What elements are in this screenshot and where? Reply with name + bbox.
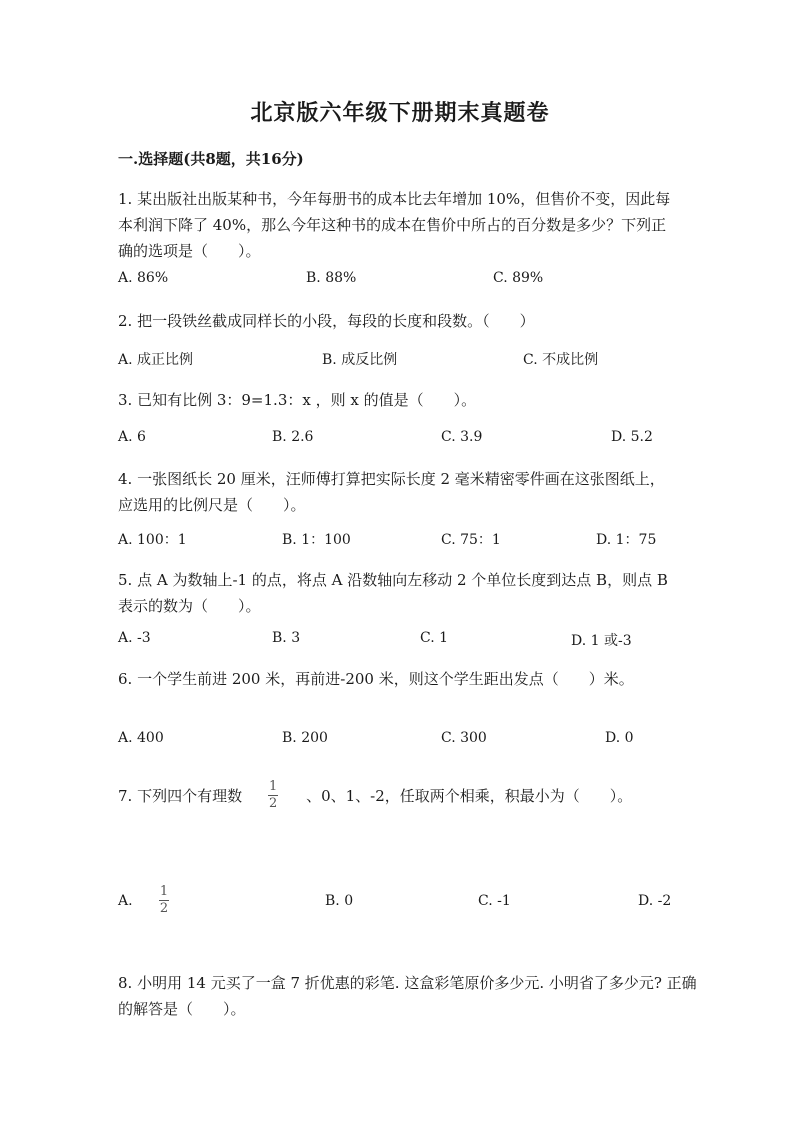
q7-text-before: 7. 下列四个有理数: [118, 787, 243, 805]
q3-option-d: D. 5.2: [611, 429, 653, 445]
q7-option-a: A.: [118, 893, 133, 909]
q7-text-after: 、0、1、-2，任取两个相乘，积最小为（ ）。: [306, 787, 633, 805]
q5-option-d: D. 1 或-3: [571, 633, 632, 649]
question-4: 4. 一张图纸长 20 厘米，汪师傅打算把实际长度 2 毫米精密零件画在这张图纸上，应选用的比例尺是（ ）。: [118, 470, 665, 514]
q1-option-c: C. 89%: [493, 270, 544, 286]
q1-option-b: B. 88%: [306, 270, 357, 286]
q3-option-a: A. 6: [118, 429, 146, 445]
q4-option-d: D. 1：75: [596, 532, 657, 548]
question-2: 2. 把一段铁丝截成同样长的小段，每段的长度和段数。（ ）: [118, 312, 535, 330]
q4-option-b: B. 1：100: [282, 532, 351, 548]
q6-option-d: D. 0: [605, 730, 634, 746]
q5-option-c: C. 1: [420, 630, 449, 646]
q3-option-c: C. 3.9: [441, 429, 483, 445]
q5-option-b: B. 3: [272, 630, 301, 646]
q6-option-b: B. 200: [282, 730, 328, 746]
q4-option-a: A. 100：1: [118, 532, 187, 548]
q2-option-b: B. 成反比例: [322, 352, 398, 368]
q6-option-c: C. 300: [441, 730, 487, 746]
q7-option-c: C. -1: [478, 893, 511, 909]
q2-option-a: A. 成正比例: [118, 352, 194, 368]
q7-option-d: D. -2: [638, 893, 672, 909]
document-title: 北京版六年级下册期末真题卷: [250, 100, 550, 126]
question-8: 8. 小明用 14 元买了一盒 7 折优惠的彩笔. 这盒彩笔原价多少元. 小明省了多少元? 正确的解答是（ ）。: [118, 974, 697, 1018]
fraction-numerator: 1: [159, 884, 169, 899]
q3-option-b: B. 2.6: [272, 429, 314, 445]
question-1: 1. 某出版社出版某种书，今年每册书的成本比去年增加 10%，但售价不变，因此每本利润下降了 40%，那么今年这种书的成本在售价中所占的百分数是多少？下列正确的选项是（ ）。: [118, 190, 671, 260]
fraction-denominator: 2: [159, 901, 169, 916]
question-5: 5. 点 A 为数轴上-1 的点，将点 A 沿数轴向左移动 2 个单位长度到达点 B，则点 B 表示的数为（ ）。: [118, 571, 668, 615]
fraction-numerator: 1: [268, 779, 278, 794]
fraction-half: [268, 780, 278, 811]
q4-option-c: C. 75：1: [441, 532, 501, 548]
q6-option-a: A. 400: [118, 730, 164, 746]
section-heading: 一.选择题(共8题，共16分): [118, 150, 304, 168]
question-7: [118, 780, 632, 811]
q7-option-a-fraction: [159, 885, 169, 916]
q7-option-b: B. 0: [325, 893, 354, 909]
question-3: 3. 已知有比例 3：9=1.3：x ，则 x 的值是（ ）。: [118, 391, 477, 409]
q1-option-a: A. 86%: [118, 270, 169, 286]
q2-option-c: C. 不成比例: [523, 352, 599, 368]
question-6: 6. 一个学生前进 200 米，再前进-200 米，则这个学生距出发点（ ）米。: [118, 670, 634, 688]
q5-option-a: A. -3: [118, 630, 151, 646]
fraction-denominator: 2: [268, 796, 278, 811]
